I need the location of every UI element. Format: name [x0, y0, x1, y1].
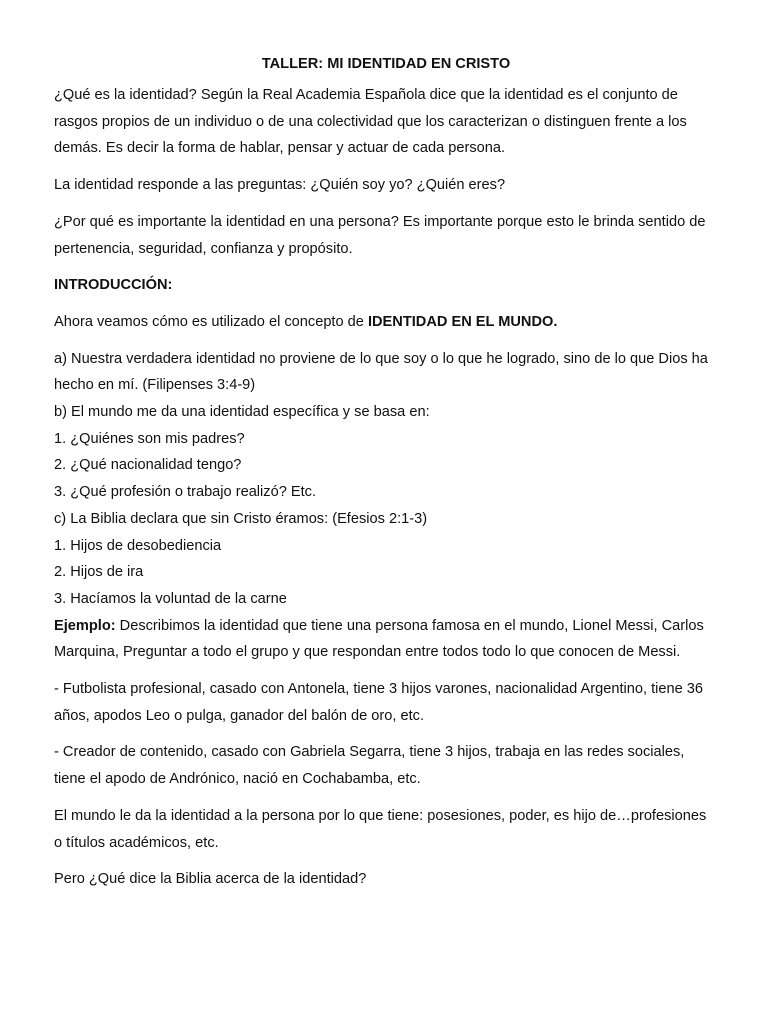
example-label: Ejemplo: [54, 617, 116, 634]
list-item-b3: 3. ¿Qué profesión o trabajo realizó? Etc. [54, 484, 317, 501]
paragraph-identity-importance: ¿Por qué es importante la identidad en una persona? Es importante porque esto le brinda sentido de pertenencia, seguridad, confianza y propósito. [54, 213, 706, 257]
example-text: Describimos la identidad que tiene una persona famosa en el mundo, Lionel Messi, Carlos Marquina, Preguntar a todo el grupo y que respondan entre todos todo lo que conocen de Messi. [54, 617, 704, 661]
list-item-a: a) Nuestra verdadera identidad no proviene de lo que soy o lo que he logrado, sino de lo que Dios ha hecho en mí. (Filipenses 3:4-9) [54, 350, 708, 394]
list-item-b1: 1. ¿Quiénes son mis padres? [54, 430, 245, 447]
paragraph-identity-questions: La identidad responde a las preguntas: ¿Quién soy yo? ¿Quién eres? [54, 177, 506, 194]
paragraph-world-gives-identity: El mundo le da la identidad a la persona por lo que tiene: posesiones, poder, es hijo de…profesiones o títulos académicos, etc. [54, 807, 707, 851]
world-identity-bold: IDENTIDAD EN EL MUNDO. [367, 313, 558, 330]
list-item-b: b) El mundo me da una identidad específica y se basa en: [54, 404, 430, 421]
list-item-c3: 3. Hacíamos la voluntad de la carne [54, 590, 287, 607]
bullet-messi: - Futbolista profesional, casado con Antonela, tiene 3 hijos varones, nacionalidad Argentino, tiene 36 años, apodos Leo o pulga, ganador del balón de oro, etc. [54, 681, 704, 724]
paragraph-world-identity [54, 309, 718, 336]
list-item-c2: 2. Hijos de ira [54, 564, 144, 581]
list-item-c: c) La Biblia declara que sin Cristo éramos: (Efesios 2:1-3) [54, 510, 428, 527]
paragraph-identity-definition: ¿Qué es la identidad? Según la Real Academia Española dice que la identidad es el conjunto de rasgos propios de un individuo o de una colectividad que los caracterizan o distinguen frente a los demás. Es decir la forma de hablar, pensar y actuar de cada persona. [54, 87, 687, 157]
document-title: TALLER: MI IDENTIDAD EN CRISTO [261, 56, 511, 72]
paragraph-bible-question: Pero ¿Qué dice la Biblia acerca de la identidad? [54, 871, 367, 888]
list-item-b2: 2. ¿Qué nacionalidad tengo? [54, 457, 242, 474]
list-item-c1: 1. Hijos de desobediencia [54, 537, 222, 554]
example-paragraph [54, 613, 718, 666]
bullet-marquina: - Creador de contenido, casado con Gabriela Segarra, tiene 3 hijos, trabaja en las redes sociales, tiene el apodo de Andrónico, nació en Cochabamba, etc. [54, 744, 685, 788]
document-page [54, 55, 718, 903]
intro-heading: INTRODUCCIÓN: [54, 277, 173, 294]
world-identity-prefix: Ahora veamos cómo es utilizado el concepto de [54, 313, 368, 330]
identity-list [54, 346, 718, 666]
